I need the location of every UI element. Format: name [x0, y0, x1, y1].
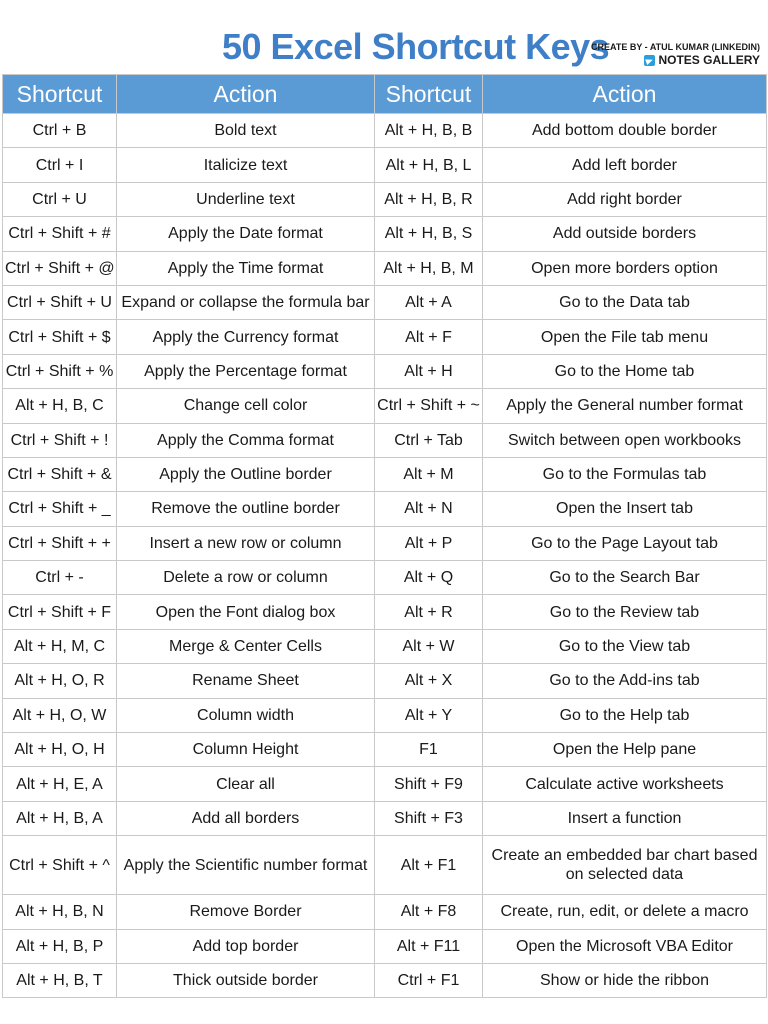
- shortcut-cell: Alt + H, O, R: [3, 664, 117, 698]
- action-cell: Apply the General number format: [483, 389, 767, 423]
- shortcut-cell: Alt + H, B, T: [3, 963, 117, 997]
- shortcut-cell: Alt + H, B, R: [375, 182, 483, 216]
- brand-label: NOTES GALLERY: [658, 53, 760, 67]
- column-header-shortcut: Shortcut: [375, 75, 483, 114]
- shortcut-cell: Ctrl + Shift + _: [3, 492, 117, 526]
- table-row: [3, 698, 767, 732]
- action-cell: Create an embedded bar chart based on selected data: [483, 836, 767, 895]
- action-cell: Column Height: [117, 733, 375, 767]
- header: [0, 14, 768, 72]
- table-row: [3, 801, 767, 835]
- shortcut-cell: Alt + H, M, C: [3, 629, 117, 663]
- action-cell: Add top border: [117, 929, 375, 963]
- table-row: [3, 114, 767, 148]
- page-title: 50 Excel Shortcut Keys: [222, 26, 610, 67]
- action-cell: Insert a new row or column: [117, 526, 375, 560]
- action-cell: Expand or collapse the formula bar: [117, 285, 375, 319]
- shortcut-cell: Ctrl + Shift + %: [3, 354, 117, 388]
- action-cell: Remove Border: [117, 895, 375, 929]
- action-cell: Apply the Percentage format: [117, 354, 375, 388]
- shortcut-cell: Alt + F11: [375, 929, 483, 963]
- table-row: [3, 767, 767, 801]
- action-cell: Underline text: [117, 182, 375, 216]
- action-cell: Go to the Data tab: [483, 285, 767, 319]
- shortcut-cell: Ctrl + Shift + $: [3, 320, 117, 354]
- shortcut-cell: Ctrl + Shift + @: [3, 251, 117, 285]
- table-row: [3, 320, 767, 354]
- action-cell: Apply the Date format: [117, 217, 375, 251]
- table-row: [3, 389, 767, 423]
- table-row: [3, 664, 767, 698]
- action-cell: Go to the Home tab: [483, 354, 767, 388]
- table-row: [3, 629, 767, 663]
- action-cell: Go to the Formulas tab: [483, 457, 767, 491]
- shortcut-cell: Ctrl + Shift + U: [3, 285, 117, 319]
- action-cell: Remove the outline border: [117, 492, 375, 526]
- shortcut-cell: Ctrl + Shift + +: [3, 526, 117, 560]
- action-cell: Open more borders option: [483, 251, 767, 285]
- action-cell: Create, run, edit, or delete a macro: [483, 895, 767, 929]
- telegram-icon: [644, 55, 655, 66]
- shortcut-cell: Ctrl + B: [3, 114, 117, 148]
- action-cell: Apply the Comma format: [117, 423, 375, 457]
- shortcut-cell: Ctrl + Shift + #: [3, 217, 117, 251]
- shortcut-cell: Alt + P: [375, 526, 483, 560]
- table-row: [3, 595, 767, 629]
- table-header-row: [3, 75, 767, 114]
- table-row: [3, 492, 767, 526]
- shortcut-cell: Alt + R: [375, 595, 483, 629]
- action-cell: Thick outside border: [117, 963, 375, 997]
- action-cell: Open the File tab menu: [483, 320, 767, 354]
- shortcut-cell: Alt + Q: [375, 561, 483, 595]
- shortcut-cell: Alt + H: [375, 354, 483, 388]
- credit-author: CREATE BY - ATUL KUMAR (LINKEDIN): [591, 42, 760, 52]
- shortcut-cell: Ctrl + Tab: [375, 423, 483, 457]
- action-cell: Add left border: [483, 148, 767, 182]
- action-cell: Go to the Page Layout tab: [483, 526, 767, 560]
- action-cell: Go to the Search Bar: [483, 561, 767, 595]
- table-row: [3, 733, 767, 767]
- shortcut-cell: Alt + Y: [375, 698, 483, 732]
- action-cell: Apply the Outline border: [117, 457, 375, 491]
- shortcut-cell: Alt + W: [375, 629, 483, 663]
- shortcut-cell: Ctrl + Shift + ^: [3, 836, 117, 895]
- shortcut-cell: Alt + H, O, W: [3, 698, 117, 732]
- action-cell: Show or hide the ribbon: [483, 963, 767, 997]
- table-row: [3, 182, 767, 216]
- shortcut-cell: Ctrl + Shift + !: [3, 423, 117, 457]
- action-cell: Open the Microsoft VBA Editor: [483, 929, 767, 963]
- table-row: [3, 895, 767, 929]
- action-cell: Open the Font dialog box: [117, 595, 375, 629]
- table-row: [3, 561, 767, 595]
- table-row: [3, 148, 767, 182]
- action-cell: Clear all: [117, 767, 375, 801]
- shortcut-cell: Ctrl + Shift + F: [3, 595, 117, 629]
- action-cell: Open the Help pane: [483, 733, 767, 767]
- column-header-action: Action: [117, 75, 375, 114]
- action-cell: Add all borders: [117, 801, 375, 835]
- table-row: [3, 423, 767, 457]
- action-cell: Add bottom double border: [483, 114, 767, 148]
- shortcut-cell: Alt + F: [375, 320, 483, 354]
- table-row: [3, 526, 767, 560]
- credit-block: [591, 42, 760, 67]
- table-row: [3, 251, 767, 285]
- shortcut-cell: Alt + H, B, C: [3, 389, 117, 423]
- action-cell: Open the Insert tab: [483, 492, 767, 526]
- action-cell: Add outside borders: [483, 217, 767, 251]
- action-cell: Apply the Currency format: [117, 320, 375, 354]
- table-row: [3, 963, 767, 997]
- action-cell: Change cell color: [117, 389, 375, 423]
- shortcut-cell: Ctrl + U: [3, 182, 117, 216]
- action-cell: Go to the Help tab: [483, 698, 767, 732]
- shortcut-cell: Ctrl + F1: [375, 963, 483, 997]
- shortcut-cell: Alt + N: [375, 492, 483, 526]
- action-cell: Calculate active worksheets: [483, 767, 767, 801]
- shortcut-cell: Ctrl + -: [3, 561, 117, 595]
- shortcut-cell: Ctrl + Shift + &: [3, 457, 117, 491]
- shortcut-cell: Shift + F3: [375, 801, 483, 835]
- action-cell: Merge & Center Cells: [117, 629, 375, 663]
- action-cell: Delete a row or column: [117, 561, 375, 595]
- table-row: [3, 836, 767, 895]
- shortcut-cell: Ctrl + Shift + ~: [375, 389, 483, 423]
- table-row: [3, 217, 767, 251]
- shortcut-cell: Alt + X: [375, 664, 483, 698]
- shortcut-table: [2, 74, 767, 998]
- shortcut-cell: Alt + H, B, N: [3, 895, 117, 929]
- shortcut-cell: Alt + F1: [375, 836, 483, 895]
- shortcut-cell: Alt + H, B, L: [375, 148, 483, 182]
- action-cell: Italicize text: [117, 148, 375, 182]
- action-cell: Add right border: [483, 182, 767, 216]
- shortcut-cell: Alt + H, B, S: [375, 217, 483, 251]
- action-cell: Bold text: [117, 114, 375, 148]
- action-cell: Rename Sheet: [117, 664, 375, 698]
- table-row: [3, 457, 767, 491]
- table-row: [3, 929, 767, 963]
- shortcut-cell: Alt + H, B, M: [375, 251, 483, 285]
- shortcut-cell: F1: [375, 733, 483, 767]
- shortcut-cell: Alt + H, B, B: [375, 114, 483, 148]
- action-cell: Go to the View tab: [483, 629, 767, 663]
- shortcut-cell: Alt + H, O, H: [3, 733, 117, 767]
- shortcut-cell: Alt + M: [375, 457, 483, 491]
- shortcut-cell: Alt + H, E, A: [3, 767, 117, 801]
- shortcut-cell: Alt + A: [375, 285, 483, 319]
- action-cell: Apply the Scientific number format: [117, 836, 375, 895]
- shortcut-cell: Shift + F9: [375, 767, 483, 801]
- shortcut-cell: Alt + H, B, P: [3, 929, 117, 963]
- action-cell: Insert a function: [483, 801, 767, 835]
- action-cell: Apply the Time format: [117, 251, 375, 285]
- action-cell: Column width: [117, 698, 375, 732]
- action-cell: Switch between open workbooks: [483, 423, 767, 457]
- column-header-shortcut: Shortcut: [3, 75, 117, 114]
- shortcut-cell: Alt + H, B, A: [3, 801, 117, 835]
- table-row: [3, 354, 767, 388]
- action-cell: Go to the Add-ins tab: [483, 664, 767, 698]
- action-cell: Go to the Review tab: [483, 595, 767, 629]
- shortcut-cell: Ctrl + I: [3, 148, 117, 182]
- credit-brand: [591, 53, 760, 67]
- table-body: [3, 114, 767, 998]
- shortcut-cell: Alt + F8: [375, 895, 483, 929]
- column-header-action: Action: [483, 75, 767, 114]
- table-row: [3, 285, 767, 319]
